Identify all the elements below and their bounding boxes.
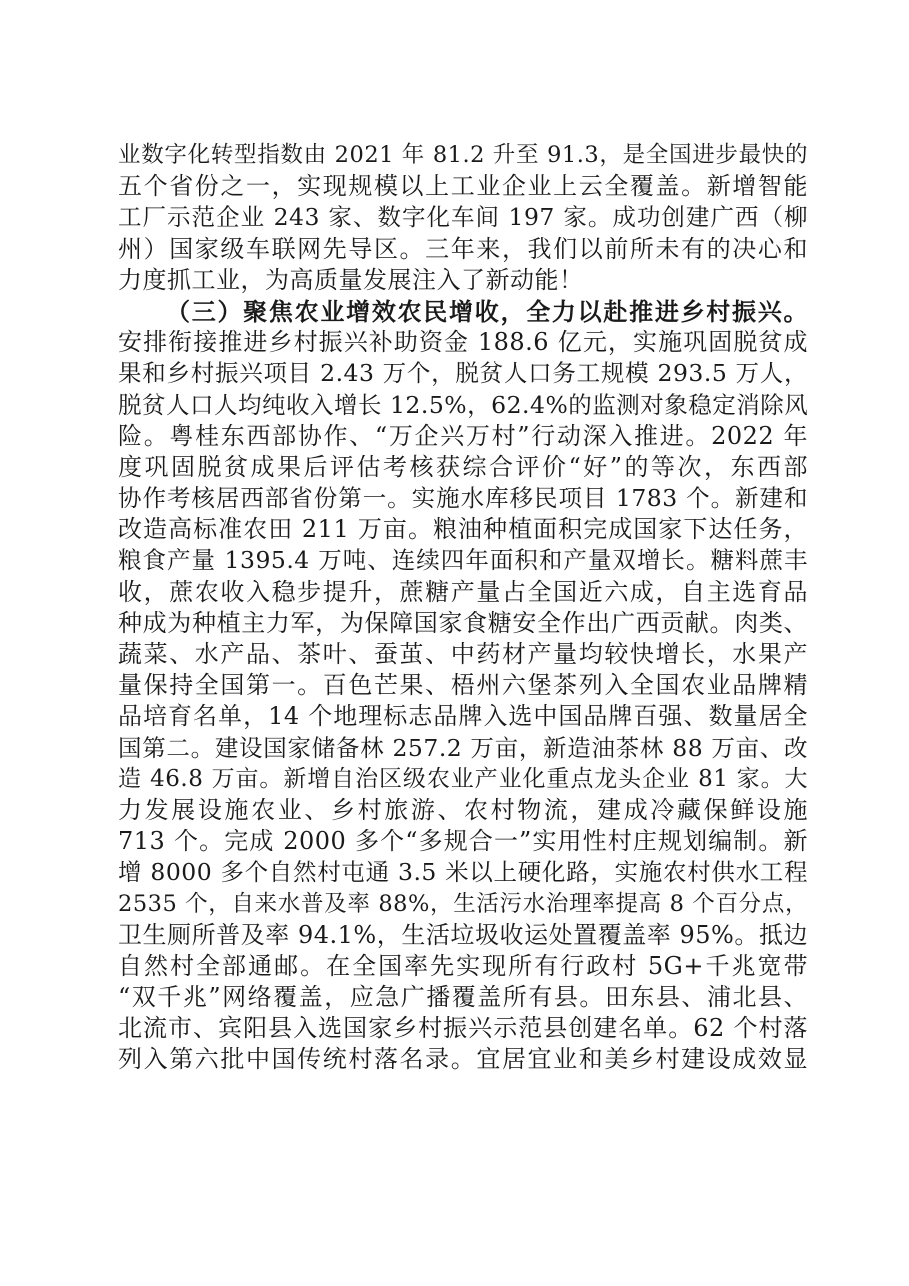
text-line: 五个省份之一，实现规模以上工业企业上云全覆盖。新增智能 — [118, 172, 808, 201]
text-line: 力度抓工业，为高质量发展注入了新动能！ — [118, 265, 584, 294]
text-line: 度巩固脱贫成果后评估考核获综合评价“好”的等次，东西部 — [118, 452, 808, 481]
text-line: 蔬菜、水产品、茶叶、蚕茧、中药材产量均较快增长，水果产 — [118, 640, 808, 668]
text-line: 险。粤桂东西部协作、“万企兴万村”行动深入推进。2022 年 — [118, 421, 808, 450]
text-line: 安排衔接推进乡村振兴补助资金 188.6 亿元，实施巩固脱贫成 — [118, 328, 808, 357]
text-line: 种成为种植主力军，为保障国家食糖安全作出广西贡献。肉类、 — [118, 608, 808, 637]
text-line: 果和乡村振兴项目 2.43 万个，脱贫人口务工规模 293.5 万人， — [118, 359, 808, 388]
text-line: 工厂示范企业 243 家、数字化车间 197 家。成功创建广西（柳 — [118, 203, 808, 232]
section-heading: （三）聚焦农业增效农民增收，全力以赴推进乡村振兴。 — [166, 296, 808, 326]
text-line: 北流市、宾阳县入选国家乡村振兴示范县创建名单。62 个村落 — [118, 1014, 808, 1043]
body-text — [118, 140, 808, 1076]
text-line: 造 46.8 万亩。新增自治区级农业产业化重点龙头企业 81 家。大 — [118, 765, 808, 792]
text-line: 协作考核居西部省份第一。实施水库移民项目 1783 个。新建和 — [118, 484, 808, 513]
text-line: 收，蔗农收入稳步提升，蔗糖产量占全国近六成，自主选育品 — [118, 577, 808, 606]
text-line: 脱贫人口人均纯收入增长 12.5%，62.4%的监测对象稳定消除风 — [118, 390, 809, 419]
text-line: 力发展设施农业、乡村旅游、农村物流，建成冷藏保鲜设施 — [118, 795, 808, 824]
text-line: 增 8000 多个自然村屯通 3.5 米以上硬化路，实施农村供水工程 — [118, 858, 808, 887]
text-line: “双千兆”网络覆盖，应急广播覆盖所有县。田东县、浦北县、 — [118, 983, 808, 1012]
text-line: 粮食产量 1395.4 万吨、连续四年面积和产量双增长。糖料蔗丰 — [118, 546, 808, 575]
text-line: 改造高标准农田 211 万亩。粮油种植面积完成国家下达任务， — [118, 515, 808, 544]
text-line: 卫生厕所普及率 94.1%，生活垃圾收运处置覆盖率 95%。抵边 — [118, 920, 808, 949]
text-line: 列入第六批中国传统村落名录。宜居宜业和美乡村建设成效显 — [118, 1045, 808, 1074]
text-line: 州）国家级车联网先导区。三年来，我们以前所未有的决心和 — [118, 234, 808, 263]
text-line: 品培育名单，14 个地理标志品牌入选中国品牌百强、数量居全 — [118, 702, 808, 731]
text-line: 业数字化转型指数由 2021 年 81.2 升至 91.3，是全国进步最快的 — [118, 142, 808, 168]
text-line: 自然村全部通邮。在全国率先实现所有行政村 5G+千兆宽带 — [118, 951, 808, 980]
text-line: 量保持全国第一。百色芒果、梧州六堡茶列入全国农业品牌精 — [118, 671, 808, 700]
text-line: 国第二。建设国家储备林 257.2 万亩，新造油茶林 88 万亩、改 — [118, 733, 808, 762]
text-line: 713 个。完成 2000 多个“多规合一”实用性村庄规划编制。新 — [118, 827, 808, 856]
text-line: 2535 个，自来水普及率 88%，生活污水治理率提高 8 个百分点， — [118, 890, 808, 917]
